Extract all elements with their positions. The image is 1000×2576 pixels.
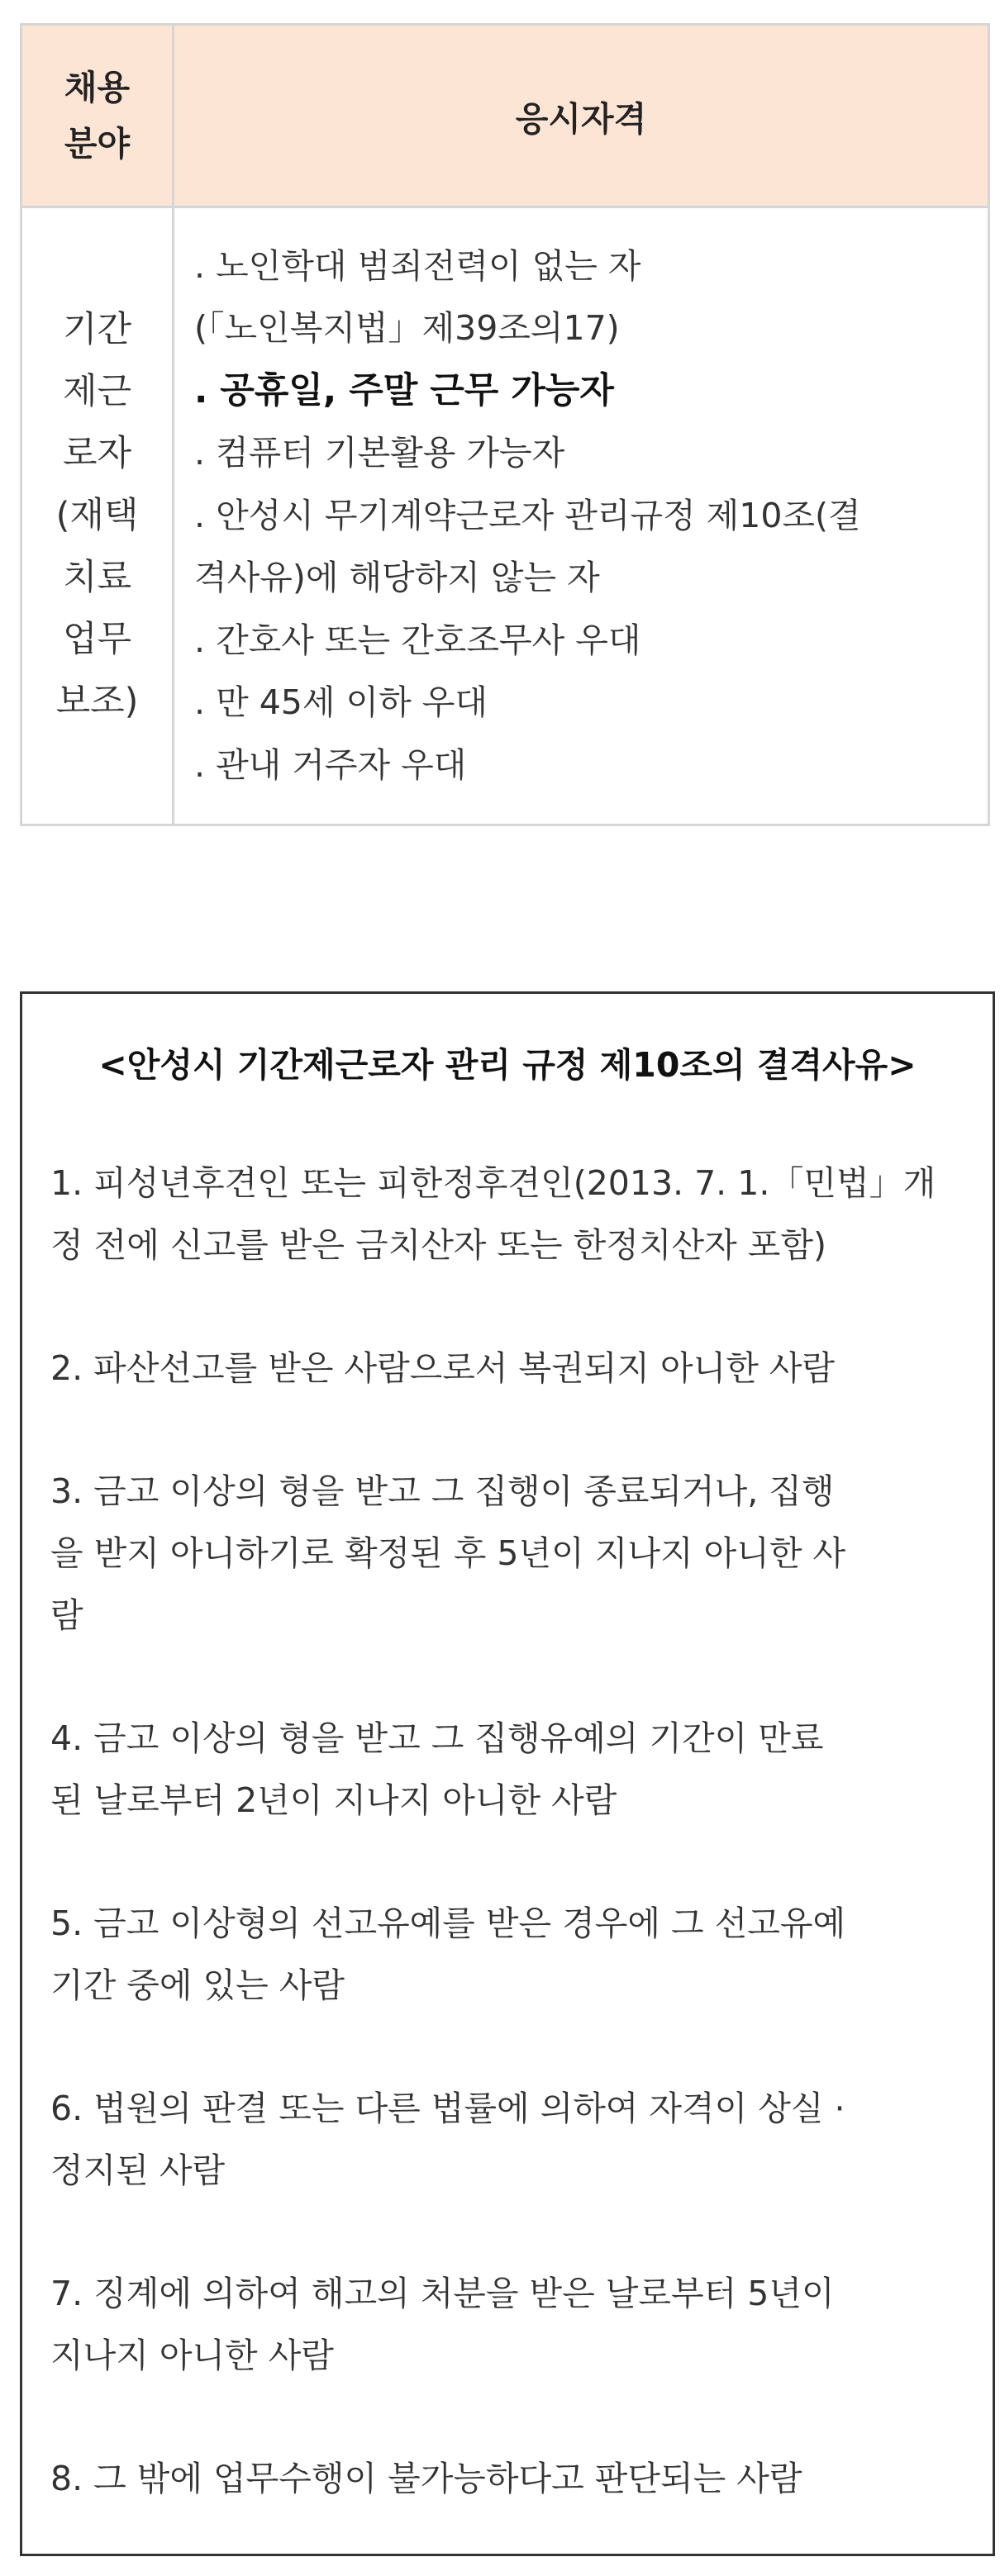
table-header-row [21,25,989,207]
field-line: 제근 [62,371,132,412]
requirement-line: . 관내 거주자 우대 [194,744,467,785]
header-field-line: 채용 [64,68,131,107]
list-item-line: 4. 금고 이상의 형을 받고 그 집행유예의 기간이 만료 [50,1718,824,1758]
list-item-line: 7. 징계에 의하여 해고의 처분을 받은 날로부터 5년이 [50,2274,835,2313]
list-item [50,1153,973,1276]
header-requirements: 응시자격 [174,25,989,207]
list-item-line: 된 날로부터 2년이 지나지 아니한 사람 [50,1780,617,1820]
disqualification-title: <안성시 기간제근로자 관리 규정 제10조의 결격사유> [98,1045,917,1085]
field-line: 업무 [62,619,132,660]
header-field-line: 분야 [64,124,131,164]
list-item [50,1338,973,1400]
list-item-line: 기간 중에 있는 사람 [50,1965,345,2005]
qualification-table [20,23,990,826]
requirement-line: 격사유)에 해당하지 않는 자 [194,558,600,598]
field-line: (재택 [55,495,139,536]
requirement-line-emphasis: . 공휴일, 주말 근무 가능자 [194,369,614,411]
field-line: 보조) [55,681,139,722]
requirement-line: . 노인학대 범죄전력이 없는 자 [194,245,641,286]
list-item-line: 정 전에 신고를 받은 금치산자 또는 한정치산자 포함) [50,1225,826,1265]
requirement-line: . 간호사 또는 간호조무사 우대 [194,620,641,660]
list-item-line: 정지된 사람 [50,2151,226,2190]
list-item [50,1708,973,1832]
list-item-line: 2. 파산선고를 받은 사람으로서 복권되지 아니한 사람 [50,1348,836,1388]
list-item-line: 6. 법원의 판결 또는 다른 법률에 의하여 자격이 상실 · [50,2089,845,2128]
disqualification-box [20,991,995,2556]
field-line: 기간 [62,309,132,350]
field-line: 로자 [62,433,132,474]
list-item-line: 3. 금고 이상의 형을 받고 그 집행이 종료되거나, 집행 [50,1471,835,1511]
list-item [50,2448,973,2510]
header-recruitment-field [21,25,174,207]
list-item [50,2078,973,2202]
table-row [21,207,989,825]
list-item [50,1461,973,1647]
requirement-line: (「노인복지법」제39조의17) [194,308,620,349]
list-item-line: 람 [50,1595,83,1635]
list-item [50,2263,973,2387]
list-item-line: 지나지 아니한 사람 [50,2336,334,2375]
requirement-line: . 만 45세 이하 우대 [194,682,488,723]
requirements-cell [174,207,989,825]
list-item-line: 을 받지 아니하기로 확정된 후 5년이 지나지 아니한 사 [50,1533,846,1573]
list-item-line: 8. 그 밖에 업무수행이 불가능하다고 판단되는 사람 [50,2459,802,2498]
list-item [50,1893,973,2017]
disqualification-list [50,1153,973,2571]
recruitment-field-cell [21,207,174,825]
field-line: 치료 [62,557,132,598]
requirement-line: . 안성시 무기계약근로자 관리규정 제10조(결 [194,495,861,535]
requirement-line: . 컴퓨터 기본활용 가능자 [194,433,565,473]
list-item-line: 5. 금고 이상형의 선고유예를 받은 경우에 그 선고유예 [50,1903,846,1943]
list-item-line: 1. 피성년후견인 또는 피한정후견인(2013. 7. 1.「민법」개 [50,1163,936,1203]
